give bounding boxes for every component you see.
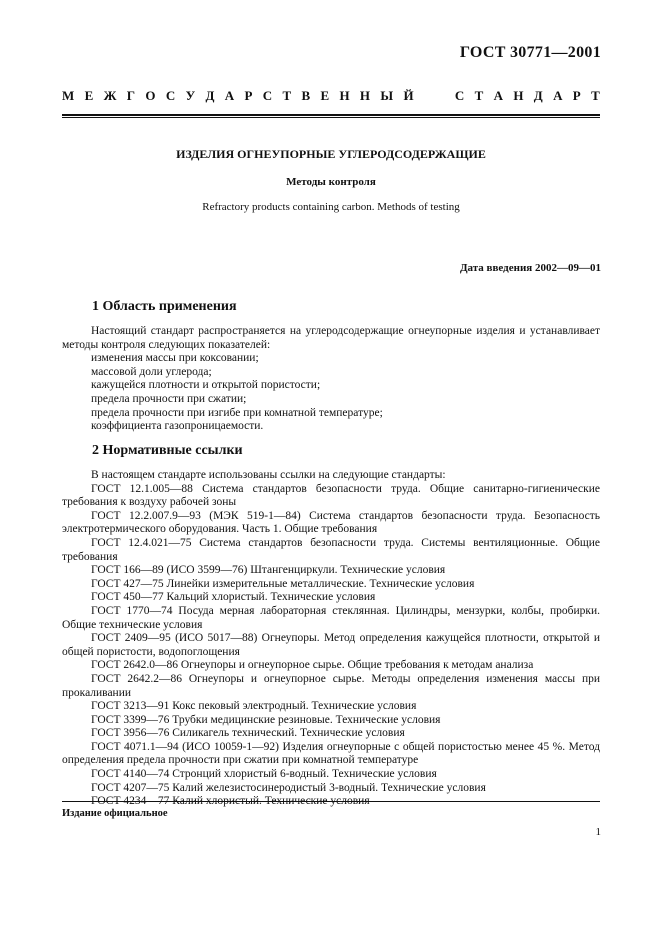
header-band-letter: Н (359, 88, 371, 103)
header-band-letter: Т (474, 88, 484, 103)
header-band-letter: С (165, 88, 176, 103)
doc-subtitle: Методы контроля (286, 176, 376, 188)
header-band-letter: Н (513, 88, 524, 103)
section-body (62, 469, 600, 809)
footer-rule (62, 801, 600, 802)
reference-item: ГОСТ 3213—91 Кокс пековый электродный. Технические условия (91, 700, 417, 713)
doc-number: ГОСТ 30771—2001 (459, 44, 601, 61)
header-band-letter: Е (84, 88, 94, 103)
reference-item: ГОСТ 2409—95 (ИСО 5017—88) Огнеупоры. Метод определения кажущейся плотности, открытой и общей пористости, водопоглощения (62, 632, 600, 658)
header-band-letter: Р (572, 88, 581, 103)
reference-item: ГОСТ 450—77 Кальций хлористый. Технические условия (91, 591, 376, 604)
doc-title: ИЗДЕЛИЯ ОГНЕУПОРНЫЕ УГЛЕРОДСОДЕРЖАЩИЕ (176, 147, 486, 161)
header-band-letter: Д (205, 88, 215, 103)
reference-item: ГОСТ 4071.1—94 (ИСО 10059-1—92) Изделия огнеупорные с общей пористостью менее 45 %. Метод определения предела прочности при сжатии при комнатной температуре (62, 740, 600, 767)
reference-item: ГОСТ 3956—76 Силикагель технический. Технические условия (91, 727, 405, 740)
doc-english-title: Refractory products containing carbon. Methods of testing (202, 201, 460, 213)
list-item: изменения массы при коксовании; (91, 352, 259, 365)
list-item: коэффициента газопроницаемости. (91, 420, 264, 433)
footer-note: Издание официальное (62, 808, 168, 819)
header-band-letter: Р (244, 88, 253, 103)
section-heading: 2 Нормативные ссылки (92, 443, 243, 458)
header-band-letter: Д (533, 88, 543, 103)
header-band-letter: Ж (103, 88, 117, 103)
reference-item: ГОСТ 12.4.021—75 Система стандартов безопасности труда. Системы вентиляционные. Общие требования (62, 536, 600, 563)
reference-item: ГОСТ 1770—74 Посуда мерная лабораторная стеклянная. Цилиндры, мензурки, колбы, пробирки. Общие технические условия (62, 604, 600, 631)
header-band-letter: А (224, 88, 235, 103)
list-item: предела прочности при изгибе при комнатной температуре; (91, 406, 383, 419)
header-band-letter: О (145, 88, 156, 103)
reference-item: ГОСТ 3399—76 Трубки медицинские резиновые. Технические условия (91, 713, 441, 726)
list-item: кажущейся плотности и открытой пористости; (91, 379, 321, 392)
header-band-letter: Г (126, 88, 136, 103)
reference-item: ГОСТ 166—89 (ИСО 3599—76) Штангенциркули. Технические условия (91, 564, 446, 577)
paragraph: В настоящем стандарте использованы ссылки на следующие стандарты: (91, 469, 446, 481)
reference-item: ГОСТ 427—75 Линейки измерительные металлические. Технические условия (91, 577, 475, 590)
header-band-letter: С (454, 88, 465, 103)
section-heading: 1 Область применения (92, 299, 237, 314)
header-band-letter: Т (282, 88, 292, 103)
header-band-letter: А (493, 88, 503, 103)
paragraph: Настоящий стандарт распространяется на углеродсодержащие огнеупорные изделия и устанавливает методы контроля следующих показателей: (62, 325, 600, 351)
reference-item: ГОСТ 12.1.005—88 Система стандартов безопасности труда. Общие санитарно-гигиенические требования к воздуху рабочей зоны (62, 482, 600, 509)
header-band-letter: Й (403, 88, 414, 103)
header-band-letter: В (301, 88, 311, 103)
reference-item: ГОСТ 4140—74 Стронций хлористый 6-водный. Технические условия (91, 768, 437, 781)
header-band-letter: А (553, 88, 563, 103)
reference-item: ГОСТ 4234—77 Калий хлористый. Технические условия (91, 795, 370, 808)
reference-item: ГОСТ 2642.2—86 Огнеупоры и огнеупорное сырье. Методы определения изменения массы при прокаливании (62, 672, 600, 699)
reference-item: ГОСТ 4207—75 Калий железистосинеродистый 3-водный. Технические условия (91, 781, 486, 794)
header-band-letter: М (62, 88, 75, 103)
header-rule-thin (62, 117, 600, 118)
page-number: 1 (595, 826, 601, 838)
header-band-letter: У (185, 88, 196, 103)
header-band-letter: С (262, 88, 273, 103)
header-rule-thick (62, 114, 600, 116)
list-item: предела прочности при сжатии; (91, 392, 247, 405)
reference-item: ГОСТ 12.2.007.9—93 (МЭК 519-1—84) Система стандартов безопасности труда. Безопасность электротермического оборудования. Часть 1. Общие требования (62, 509, 600, 536)
section-body (62, 325, 600, 434)
intro-date: Дата введения 2002—09—01 (459, 262, 601, 274)
reference-item: ГОСТ 2642.0—86 Огнеупоры и огнеупорное сырье. Общие требования к методам анализа (91, 659, 534, 672)
header-band-letter: Ы (380, 88, 394, 103)
header-band (62, 88, 600, 104)
header-band-letter: Н (339, 88, 350, 103)
header-band-letter: Т (591, 88, 600, 103)
header-band-letter: Е (320, 88, 330, 103)
list-item: массовой доли углерода; (91, 365, 212, 378)
